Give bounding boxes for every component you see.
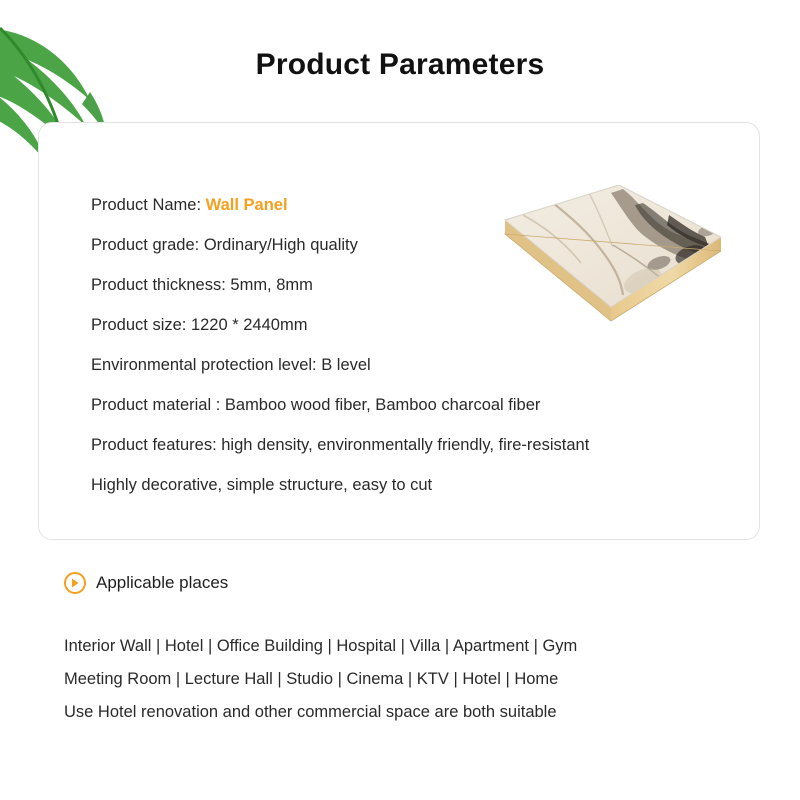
spec-row-product-features: Product features: high density, environmentally friendly, fire-resistant (91, 436, 590, 454)
spec-label-product-name: Product Name: (91, 196, 202, 214)
page-title: Product Parameters (255, 48, 545, 81)
product-parameters-card (38, 122, 760, 540)
spec-row-environmental-level: Environmental protection level: B level (91, 356, 371, 374)
marble-wall-panel-photo (493, 185, 721, 345)
applicable-places-heading (64, 572, 228, 594)
spec-row-product-size: Product size: 1220 * 2440mm (91, 316, 308, 334)
spec-value-product-name: Wall Panel (205, 196, 288, 214)
spec-row-product-grade: Product grade: Ordinary/High quality (91, 236, 358, 254)
places-line-3: Use Hotel renovation and other commercial space are both suitable (64, 703, 557, 721)
spec-row-product-material: Product material : Bamboo wood fiber, Bamboo charcoal fiber (91, 396, 541, 414)
spec-row-product-thickness: Product thickness: 5mm, 8mm (91, 276, 313, 294)
spec-row-decorative-note: Highly decorative, simple structure, easy to cut (91, 476, 433, 494)
section-divider (38, 548, 760, 549)
places-line-2: Meeting Room | Lecture Hall | Studio | Cinema | KTV | Hotel | Home (64, 670, 559, 688)
chevron-right-circle-icon (64, 572, 86, 594)
applicable-places-label: Applicable places (96, 573, 229, 592)
applicable-places-list (64, 630, 764, 729)
places-line-1: Interior Wall | Hotel | Office Building | Hospital | Villa | Apartment | Gym (64, 637, 578, 655)
